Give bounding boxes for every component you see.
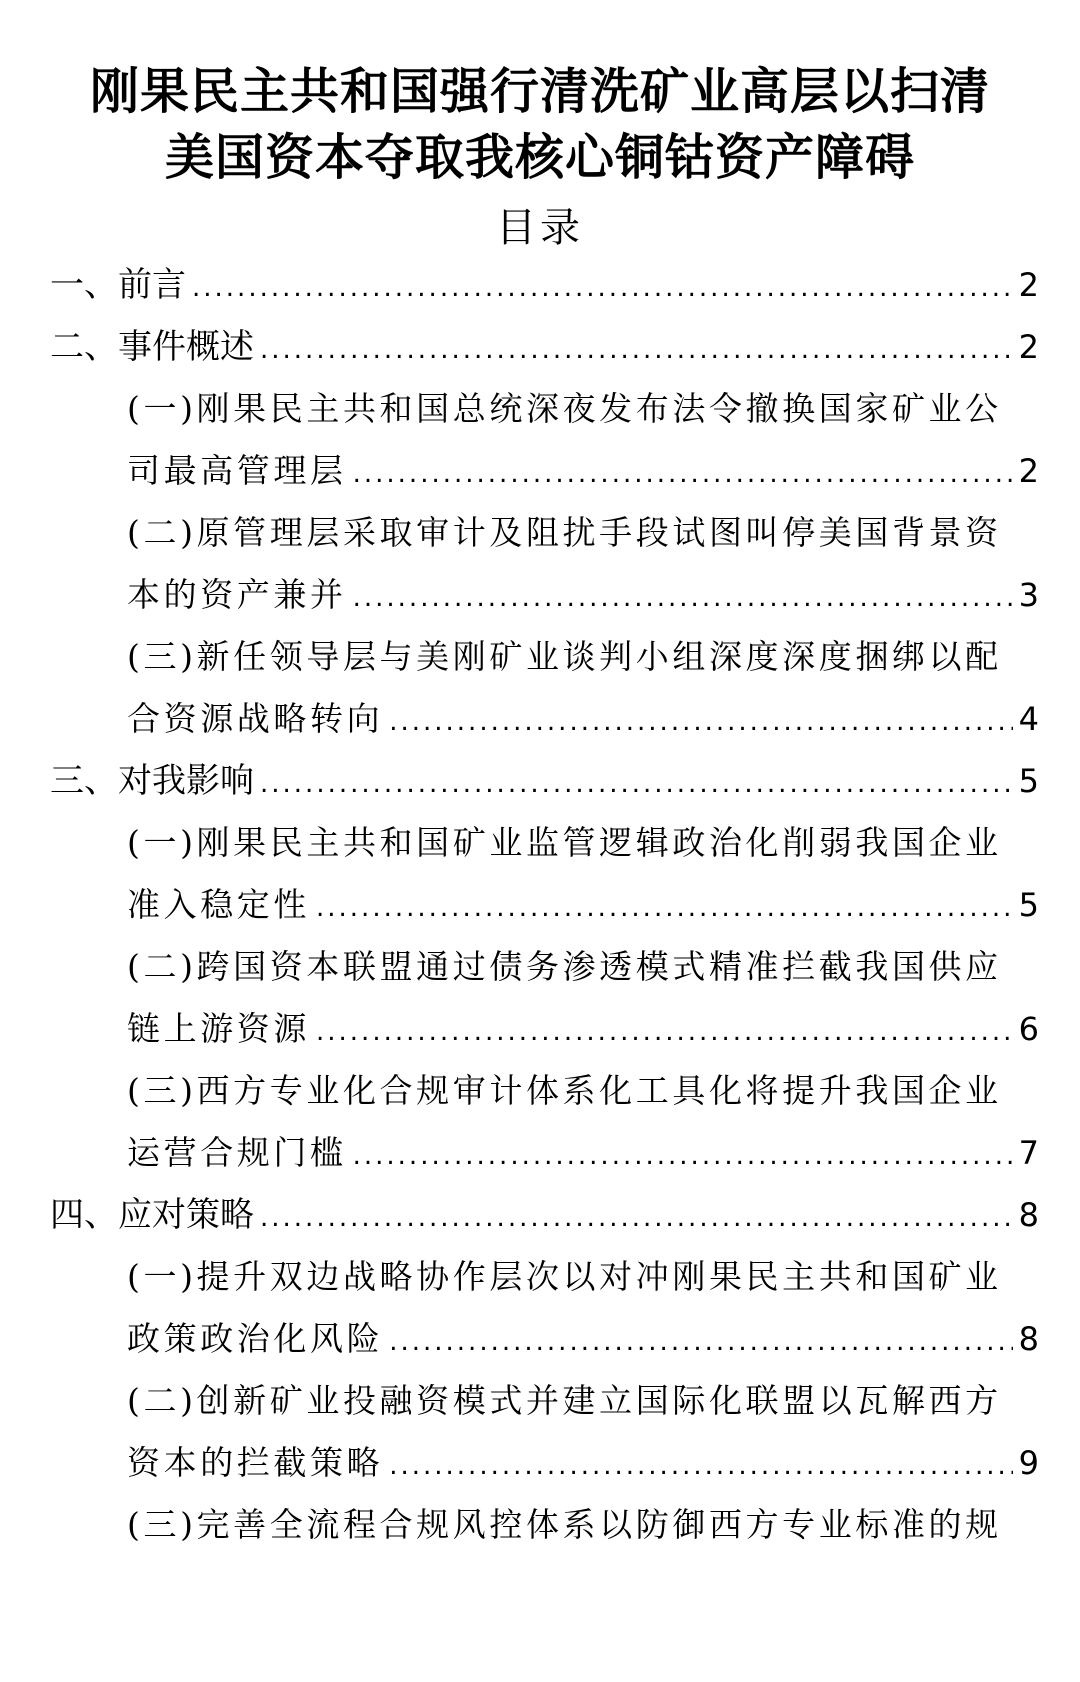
toc-page-number: 9 [1018, 1444, 1039, 1482]
toc-subsection-label: 资本的拦截策略 [127, 1443, 384, 1482]
toc-section-1[interactable] [50, 252, 1039, 321]
toc-page-number: 4 [1018, 700, 1039, 738]
toc-section-label: 前言 [118, 265, 186, 305]
toc-subsection-4-1-line-1[interactable]: (一)提升双边战略协作层次以对冲刚果民主共和国矿业 [127, 1257, 1002, 1296]
toc-subsection-4-3-line-1[interactable]: (三)完善全流程合规风控体系以防御西方专业标准的规 [127, 1505, 1002, 1544]
toc-page-number: 8 [1018, 1196, 1039, 1234]
dot-leader [353, 565, 1013, 631]
toc-subsection-3-2-line-2[interactable] [127, 996, 1039, 1065]
toc-section-label: 应对策略 [118, 1195, 254, 1235]
toc-section-number: 二、 [50, 327, 118, 367]
document-title-line-1: 刚果民主共和国强行清洗矿业高层以扫清 [89, 63, 990, 120]
toc-subsection-3-2-line-1[interactable]: (二)跨国资本联盟通过债务渗透模式精准拦截我国供应 [127, 947, 1002, 986]
toc-subsection-label: 本的资产兼并 [127, 575, 347, 614]
dot-leader [353, 1123, 1013, 1189]
toc-section-number: 三、 [50, 761, 118, 801]
toc-section-number: 一、 [50, 265, 118, 305]
dot-leader [260, 317, 1013, 383]
toc-subsection-2-3-line-2[interactable] [127, 686, 1039, 755]
dot-leader [353, 441, 1013, 507]
toc-page-number: 8 [1018, 1320, 1039, 1358]
toc-subsection-label: 司最高管理层 [127, 451, 347, 490]
toc-section-label: 事件概述 [118, 327, 254, 367]
toc-subsection-4-2-line-2[interactable] [127, 1430, 1039, 1499]
toc-subsection-label: 政策政治化风险 [127, 1319, 384, 1358]
toc-subsection-label: 合资源战略转向 [127, 699, 384, 738]
toc-section-label: 对我影响 [118, 761, 254, 801]
toc-page-number: 7 [1018, 1134, 1039, 1172]
toc-subsection-3-3-line-2[interactable] [127, 1120, 1039, 1189]
toc-subsection-3-3-line-1[interactable]: (三)西方专业化合规审计体系化工具化将提升我国企业 [127, 1071, 1002, 1110]
toc-subsection-3-1-line-1[interactable]: (一)刚果民主共和国矿业监管逻辑政治化削弱我国企业 [127, 823, 1002, 862]
toc-subsection-2-1-line-1[interactable]: (一)刚果民主共和国总统深夜发布法令撤换国家矿业公 [127, 389, 1002, 428]
toc-subsection-2-2-line-2[interactable] [127, 562, 1039, 631]
dot-leader [316, 999, 1013, 1065]
toc-page-number: 2 [1018, 452, 1039, 490]
dot-leader [260, 751, 1013, 817]
toc-page-number: 5 [1018, 762, 1039, 800]
toc-section-number: 四、 [50, 1195, 118, 1235]
toc-subsection-3-1-line-2[interactable] [127, 872, 1039, 941]
dot-leader [316, 875, 1013, 941]
toc-section-2[interactable] [50, 314, 1039, 383]
dot-leader [260, 1185, 1013, 1251]
dot-leader [192, 255, 1013, 321]
toc-subsection-2-2-line-1[interactable]: (二)原管理层采取审计及阻扰手段试图叫停美国背景资 [127, 513, 1002, 552]
toc-page-number: 2 [1018, 328, 1039, 366]
toc-subsection-2-3-line-1[interactable]: (三)新任领导层与美刚矿业谈判小组深度深度捆绑以配 [127, 637, 1002, 676]
dot-leader [389, 689, 1012, 755]
dot-leader [389, 1433, 1012, 1499]
document-title-line-2: 美国资本夺取我核心铜钴资产障碍 [164, 129, 915, 186]
toc-subsection-label: 链上游资源 [127, 1009, 310, 1048]
toc-section-4[interactable] [50, 1182, 1039, 1251]
toc-page-number: 2 [1018, 266, 1039, 304]
dot-leader [389, 1309, 1012, 1375]
toc-subsection-4-1-line-2[interactable] [127, 1306, 1039, 1375]
toc-subsection-label: 准入稳定性 [127, 885, 310, 924]
toc-subsection-4-2-line-1[interactable]: (二)创新矿业投融资模式并建立国际化联盟以瓦解西方 [127, 1381, 1002, 1420]
toc-page-number: 5 [1018, 886, 1039, 924]
toc-subsection-label: 运营合规门槛 [127, 1133, 347, 1172]
toc-heading: 目录 [496, 205, 584, 251]
toc-page-number: 3 [1018, 576, 1039, 614]
toc-subsection-2-1-line-2[interactable] [127, 438, 1039, 507]
toc-page-number: 6 [1018, 1010, 1039, 1048]
toc-section-3[interactable] [50, 748, 1039, 817]
